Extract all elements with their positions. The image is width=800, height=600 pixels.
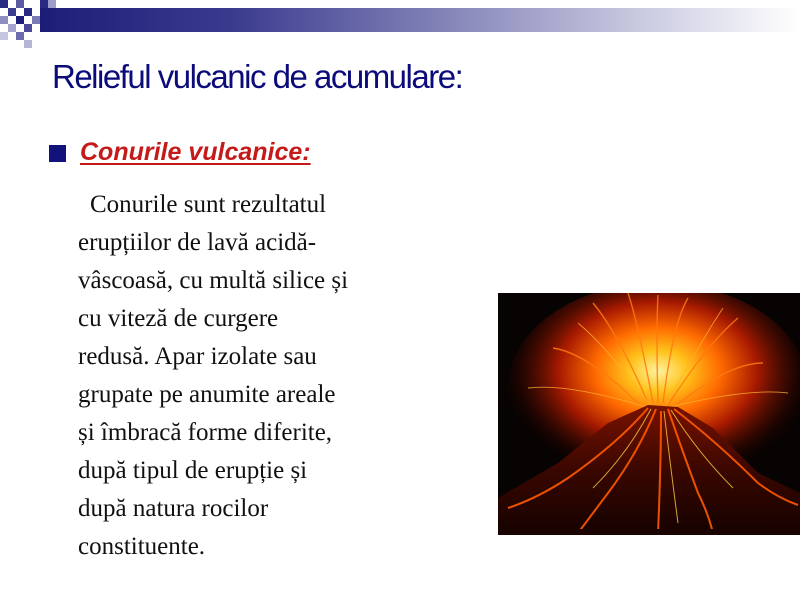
volcano-eruption-image <box>498 293 800 535</box>
body-line: grupate pe anumite areale <box>78 381 336 408</box>
volcano-eruption-icon <box>498 293 800 535</box>
bullet-body-text <box>78 186 478 566</box>
body-line: după natura rocilor <box>78 495 269 522</box>
body-line: vâscoasă, cu multă silice și <box>78 267 349 294</box>
body-line: constituente. <box>78 533 206 560</box>
body-line: după tipul de erupție și <box>78 457 308 484</box>
body-line: cu viteză de curgere <box>78 305 279 332</box>
body-line: și îmbracă forme diferite, <box>78 419 333 446</box>
bullet-square-icon <box>49 145 66 162</box>
body-line: Conurile sunt rezultatul <box>90 191 327 218</box>
body-line: redusă. Apar izolate sau <box>78 343 317 370</box>
body-line: erupțiilor de lavă acidă- <box>78 229 317 256</box>
slide-title: Relieful vulcanic de acumulare: <box>52 58 463 95</box>
header-gradient-bar <box>40 8 800 32</box>
bullet-heading: Conurile vulcanice: <box>80 138 311 166</box>
